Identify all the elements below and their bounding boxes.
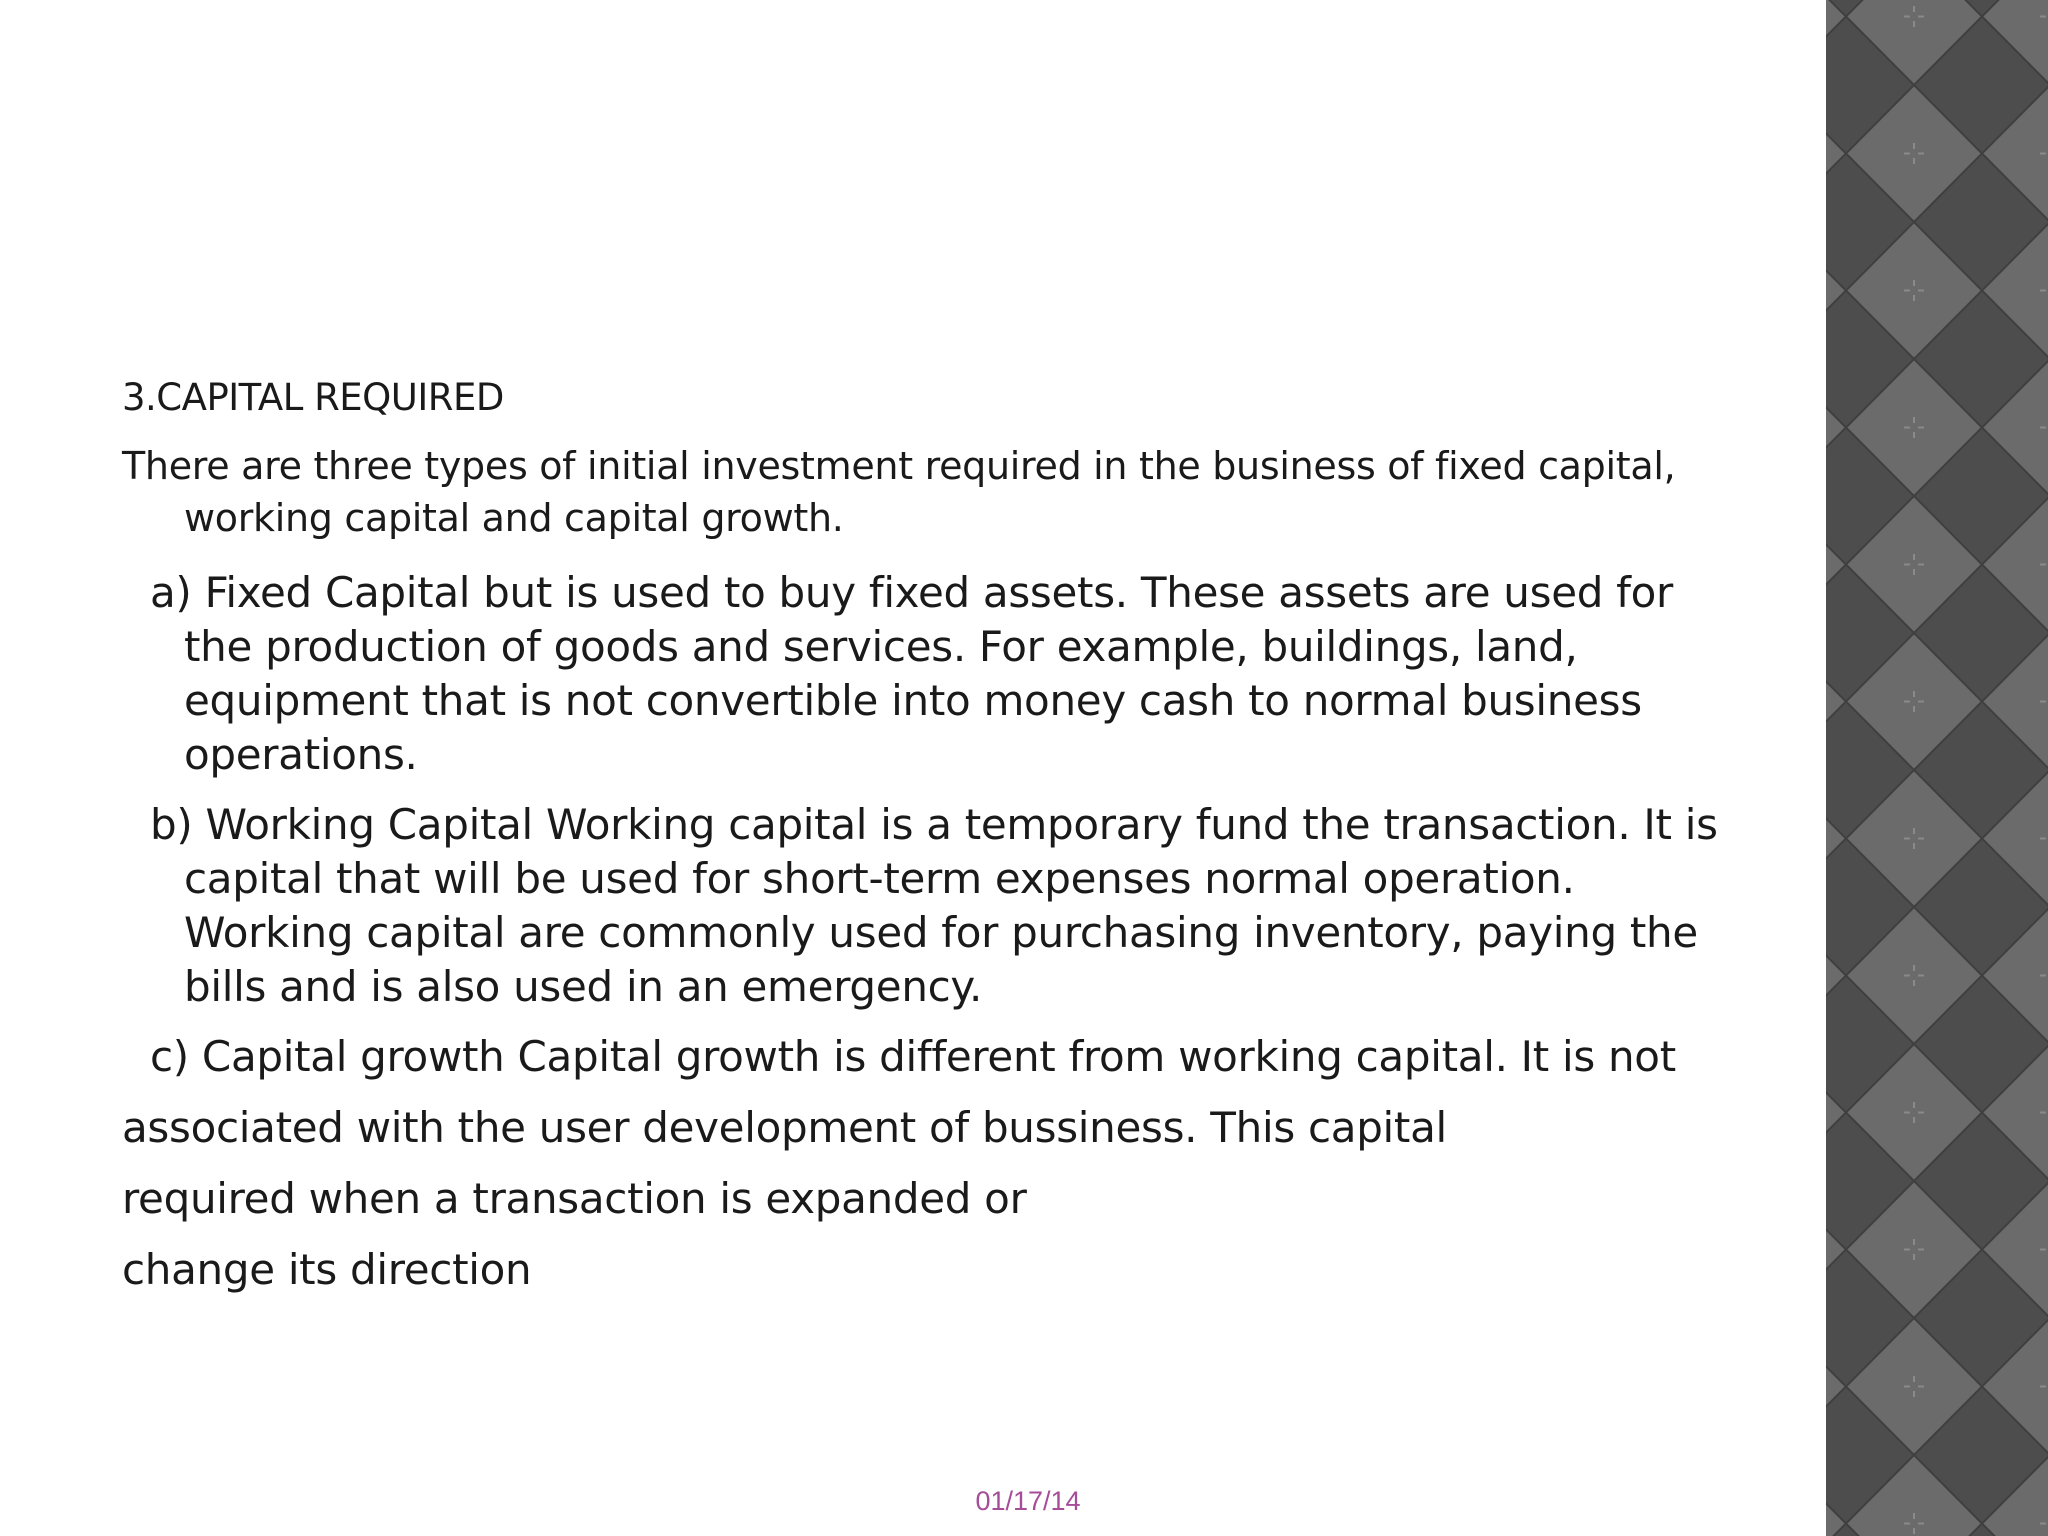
list-item-working-capital: b) Working Capital Working capital is a temporary fund the transaction. It is capital that will be used for short-term expenses normal operation. Working capital are commonly used for purchasing inventory, paying the bills and is also used in an emergency. — [150, 800, 1718, 1011]
footer-date: 01/17/14 — [975, 1486, 1081, 1516]
list-item-capital-growth: c) Capital growth Capital growth is different from working capital. It is not — [150, 1032, 1676, 1081]
list-item-fixed-capital: a) Fixed Capital but is used to buy fixed assets. These assets are used for the production of goods and services. For example, buildings, land, equipment that is not convertible into money cash to normal business operations. — [150, 568, 1673, 779]
intro-paragraph: There are three types of initial investment required in the business of fixed capital, working capital and capital growth. — [122, 444, 1676, 540]
continuation-line: required when a transaction is expanded or — [122, 1174, 1027, 1223]
diamond-pattern-strip — [1826, 0, 2048, 1536]
continuation-line: associated with the user development of bussiness. This capital — [122, 1103, 1447, 1152]
section-heading: 3.CAPITAL REQUIRED — [122, 376, 504, 419]
continuation-line: change its direction — [122, 1245, 532, 1294]
slide-body — [122, 372, 1722, 1314]
